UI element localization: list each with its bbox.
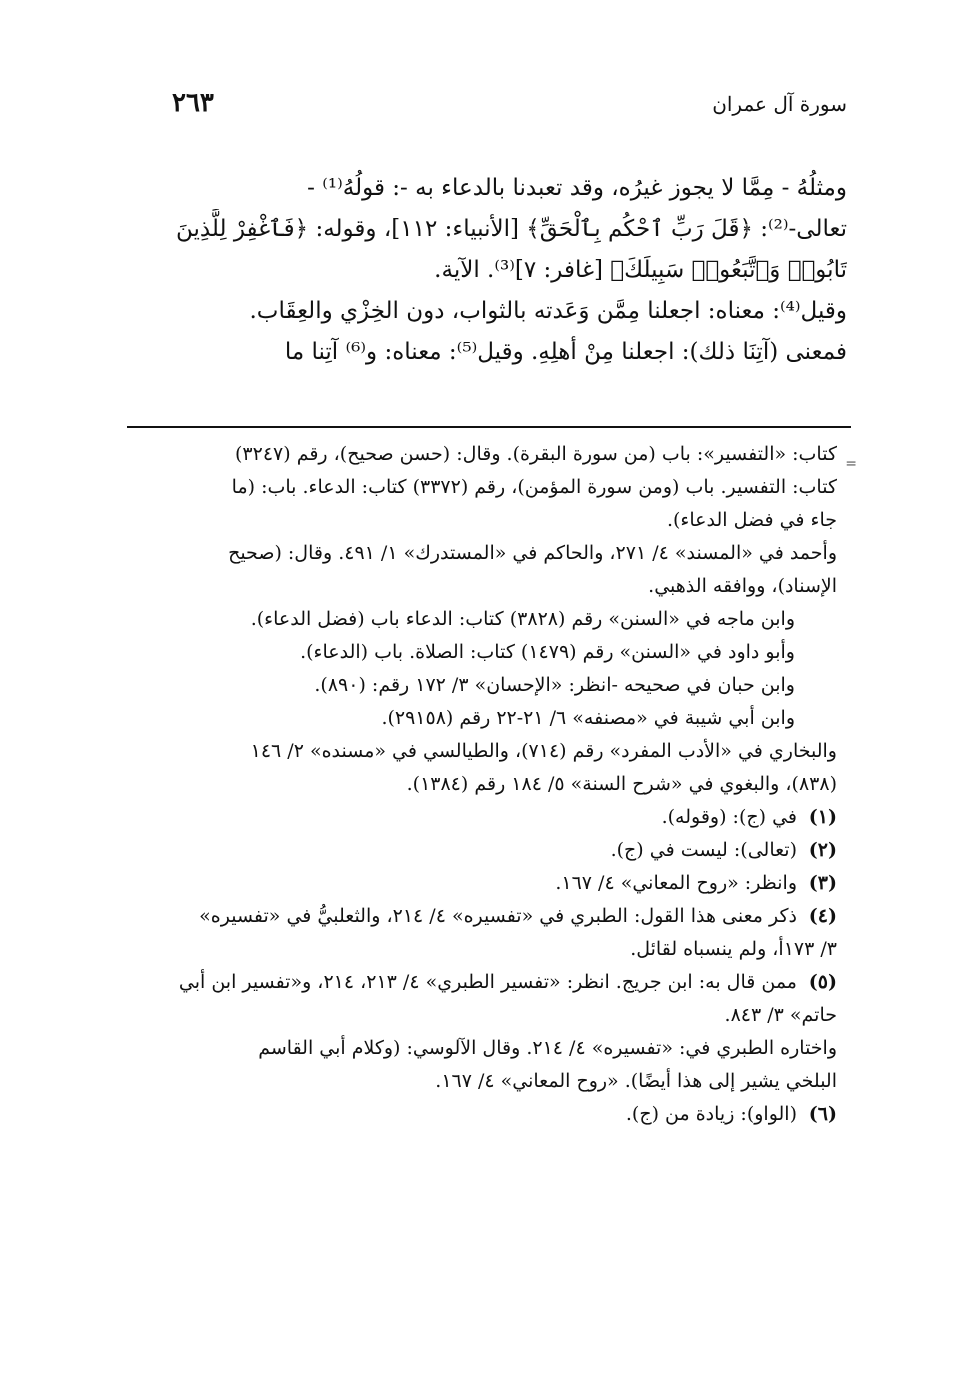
- main-line: تعالى-⁽²⁾: ﴿قَلَ رَبِّ ٱحْكُم بِٱلْحَقِّ﴾ [الأنبياء: ١١٢]، وقوله: ﴿فَٱغْفِرْ لِلَّذِينَ: [175, 216, 847, 242]
- footnote-text: ذكر معنى هذا القول: الطبري في «تفسيره» ٤/ ٢١٤، والثعلبيُّ في «تفسيره»: [199, 905, 797, 927]
- footnote-number: (٦): [808, 1103, 837, 1125]
- main-line: تَابُوا۟ وَٱتَّبَعُوا۟ سَبِيلَكَ﴾ [غافر: ٧]⁽³⁾. الآية.: [434, 257, 847, 283]
- footnote-6: [137, 1098, 837, 1131]
- footnote-4: [137, 900, 837, 933]
- footnote-3: [137, 867, 837, 900]
- footnote-line: جاء في فضل الدعاء).: [666, 509, 837, 531]
- footnotes: [137, 438, 837, 1131]
- footnote-line: البلخي يشير إلى هذا أيضًا). «روح المعاني» ٤/ ١٦٧.: [435, 1070, 837, 1092]
- footnote-line: وأبو داود في «السنن» رقم (١٤٧٩) كتاب: الصلاة. باب (الدعاء).: [300, 641, 795, 663]
- footnote-text: في (ج): (وقوله).: [661, 806, 797, 828]
- main-line: فمعنى (آتِنَا ذلك): اجعلنا مِنْ أهلِهِ. وقيل⁽⁵⁾: معناه: و⁽⁶⁾ آتِنا ما: [284, 339, 847, 365]
- footnote-line: الإسناد)، ووافقه الذهبي.: [648, 575, 837, 597]
- footnote-line: كتاب: «التفسير»: باب (من سورة البقرة). وقال: (حسن صحيح)، رقم (٣٢٤٧): [235, 443, 837, 465]
- surah-title: سورة آل عمران: [712, 92, 847, 116]
- main-line: ومثلُهُ - مِمَّا لا يجوز غيرُه، وقد تعبدنا بالدعاء به -: قولُهُ⁽¹⁾ -: [307, 175, 847, 201]
- footnote-line: حاتم» ٣/ ٨٤٣.: [724, 1004, 837, 1026]
- footnote-line: ٣/ ١٧٣أ، ولم ينسباه لقائل.: [630, 938, 837, 960]
- footnote-number: (٥): [808, 971, 837, 993]
- footnote-line: وابن أبي شيبة في «مصنفه» ٦/ ٢١-٢٢ رقم (٢٩١٥٨).: [381, 707, 795, 729]
- footnote-line: واختاره الطبري في: «تفسيره» ٤/ ٢١٤. وقال الآلوسي: (وكلام أبي القاسم: [258, 1037, 837, 1059]
- footnote-line: كتاب: التفسير. باب (ومن سورة المؤمن)، رقم (٣٣٧٢) كتاب: الدعاء. باب: (ما: [231, 476, 837, 498]
- footnote-text: ممن قال به: ابن جريج. انظر: «تفسير الطبري» ٤/ ٢١٣، ٢١٤، و«تفسير ابن أبي: [178, 971, 797, 993]
- footnote-line: وابن ماجه في «السنن» رقم (٣٨٢٨) كتاب: الدعاء باب (فضل الدعاء).: [250, 608, 795, 630]
- footnote-divider: [127, 426, 851, 428]
- footnote-text: وانظر: «روح المعاني» ٤/ ١٦٧.: [555, 872, 797, 894]
- footnote-1: [137, 801, 837, 834]
- footnote-number: (١): [808, 806, 837, 828]
- footnote-number: (٢): [808, 839, 837, 861]
- page-header: [160, 88, 847, 138]
- footnote-text: (تعالى): ليست في (ج).: [610, 839, 797, 861]
- footnote-line: والبخاري في «الأدب المفرد» رقم (٧١٤)، والطيالسي في «مسنده» ٢/ ١٤٦: [250, 740, 837, 762]
- footnote-number: (٤): [808, 905, 837, 927]
- footnote-2: [137, 834, 837, 867]
- footnote-text: (الواو): زيادة من (ج).: [625, 1103, 797, 1125]
- footnote-line: (٨٣٨)، والبغوي في «شرح السنة» ٥/ ١٨٤ رقم (١٣٨٤).: [406, 773, 837, 795]
- page-number: ٢٦٣: [172, 88, 214, 118]
- continuation-mark: =: [845, 456, 857, 472]
- footnote-number: (٣): [808, 872, 837, 894]
- footnote-line: وابن حبان في صحيحه -انظر: «الإحسان» ٣/ ١٧٢ رقم: (٨٩٠).: [314, 674, 795, 696]
- footnote-5: [137, 966, 837, 999]
- main-text: [135, 168, 847, 373]
- footnote-line: وأحمد في «المسند» ٤/ ٢٧١، والحاكم في «المستدرك» ١/ ٤٩١. وقال: (صحيح: [228, 542, 837, 564]
- main-line: وقيل⁽⁴⁾: معناه: اجعلنا مِمَّن وَعَدته بالثواب، دون الخِزْي والعِقَاب.: [249, 298, 847, 324]
